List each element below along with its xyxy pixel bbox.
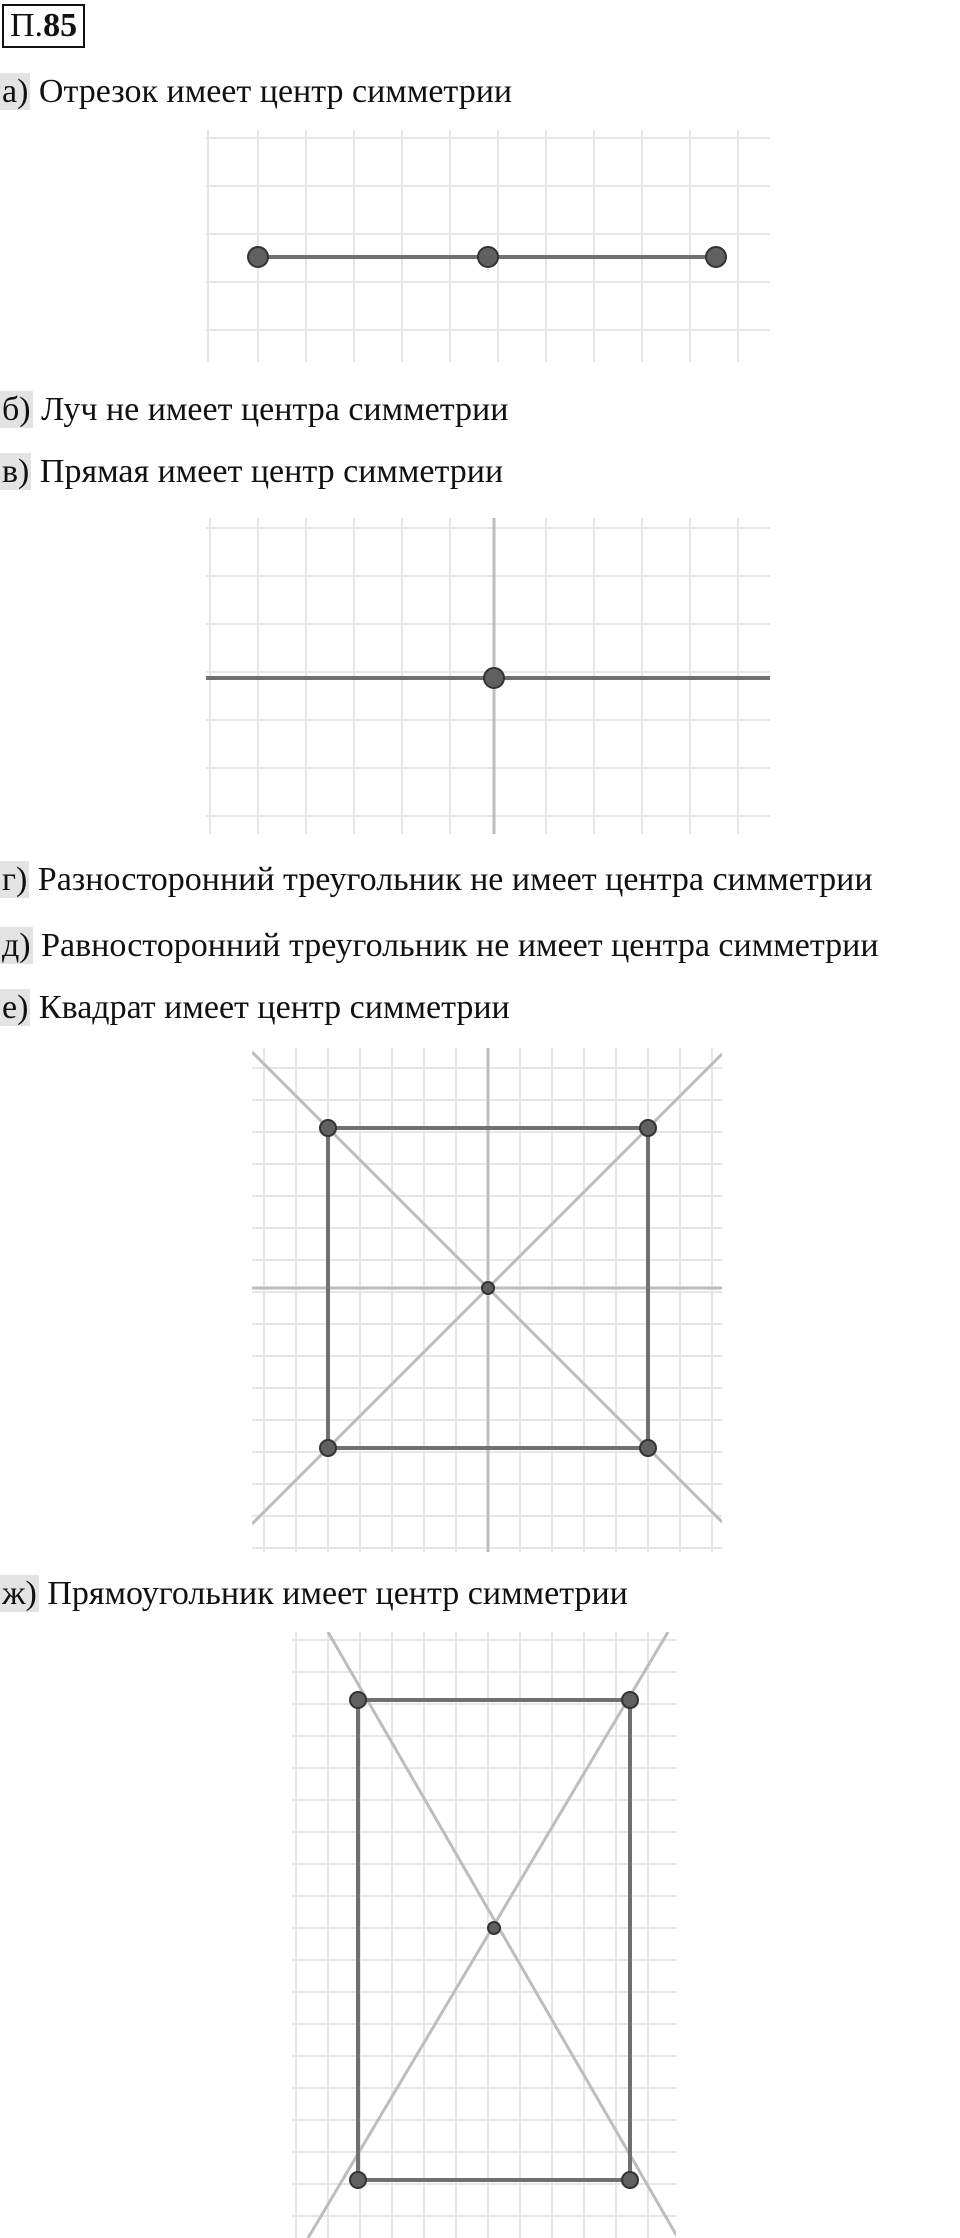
- rectangle-vertex-bottom-left: [350, 2172, 366, 2188]
- rectangle: [358, 1700, 630, 2180]
- item-zh-text: Прямоугольник имеет центр симметрии: [38, 1575, 628, 1612]
- rectangle-diagonal-1: [328, 1632, 676, 2238]
- figure-line: [206, 518, 770, 834]
- item-a-text: Отрезок имеет центр симметрии: [30, 73, 513, 110]
- rectangle-center-point: [488, 1922, 500, 1934]
- rectangle-vertex-top-left: [350, 1692, 366, 1708]
- item-zh: [0, 1574, 628, 1614]
- problem-number: [2, 4, 85, 48]
- figure-segment: [206, 130, 770, 362]
- square-center-point: [482, 1282, 494, 1294]
- item-zh-marker: ж): [2, 1575, 37, 1612]
- item-b-marker: б): [2, 391, 31, 428]
- item-e: [0, 988, 510, 1028]
- item-v-text: Прямая имеет центр симметрии: [31, 453, 504, 490]
- figure-rectangle: [292, 1632, 676, 2238]
- segment-endpoint-left: [248, 247, 268, 267]
- square-vertex-top-right: [640, 1120, 656, 1136]
- item-g-text: Разносторонний треугольник не имеет центра симметрии: [29, 861, 873, 898]
- square-vertex-bottom-left: [320, 1440, 336, 1456]
- square-vertex-bottom-right: [640, 1440, 656, 1456]
- figure-square: [252, 1048, 722, 1552]
- item-b-text: Луч не имеет центра симметрии: [32, 391, 509, 428]
- item-a-marker: а): [2, 73, 29, 110]
- rectangle-vertex-top-right: [622, 1692, 638, 1708]
- line-center-point: [484, 668, 504, 688]
- item-v-marker: в): [2, 453, 30, 490]
- item-g-marker: г): [2, 861, 28, 898]
- item-e-marker: е): [2, 989, 29, 1026]
- segment-center-point: [478, 247, 498, 267]
- item-g: [0, 860, 873, 900]
- item-d: [0, 926, 879, 966]
- item-d-marker: д): [2, 927, 31, 964]
- rectangle-vertex-bottom-right: [622, 2172, 638, 2188]
- segment-endpoint-right: [706, 247, 726, 267]
- item-e-text: Квадрат имеет центр симметрии: [30, 989, 510, 1026]
- item-a: [0, 72, 512, 112]
- problem-prefix: П.: [10, 7, 44, 44]
- item-d-text: Равносторонний треугольник не имеет центра симметрии: [32, 927, 879, 964]
- rectangle-diagonals: [308, 1632, 676, 2238]
- item-v: [0, 452, 503, 492]
- problem-number-value: 85: [43, 7, 78, 44]
- item-b: [0, 390, 508, 430]
- grid: [292, 1632, 676, 2238]
- square-vertex-top-left: [320, 1120, 336, 1136]
